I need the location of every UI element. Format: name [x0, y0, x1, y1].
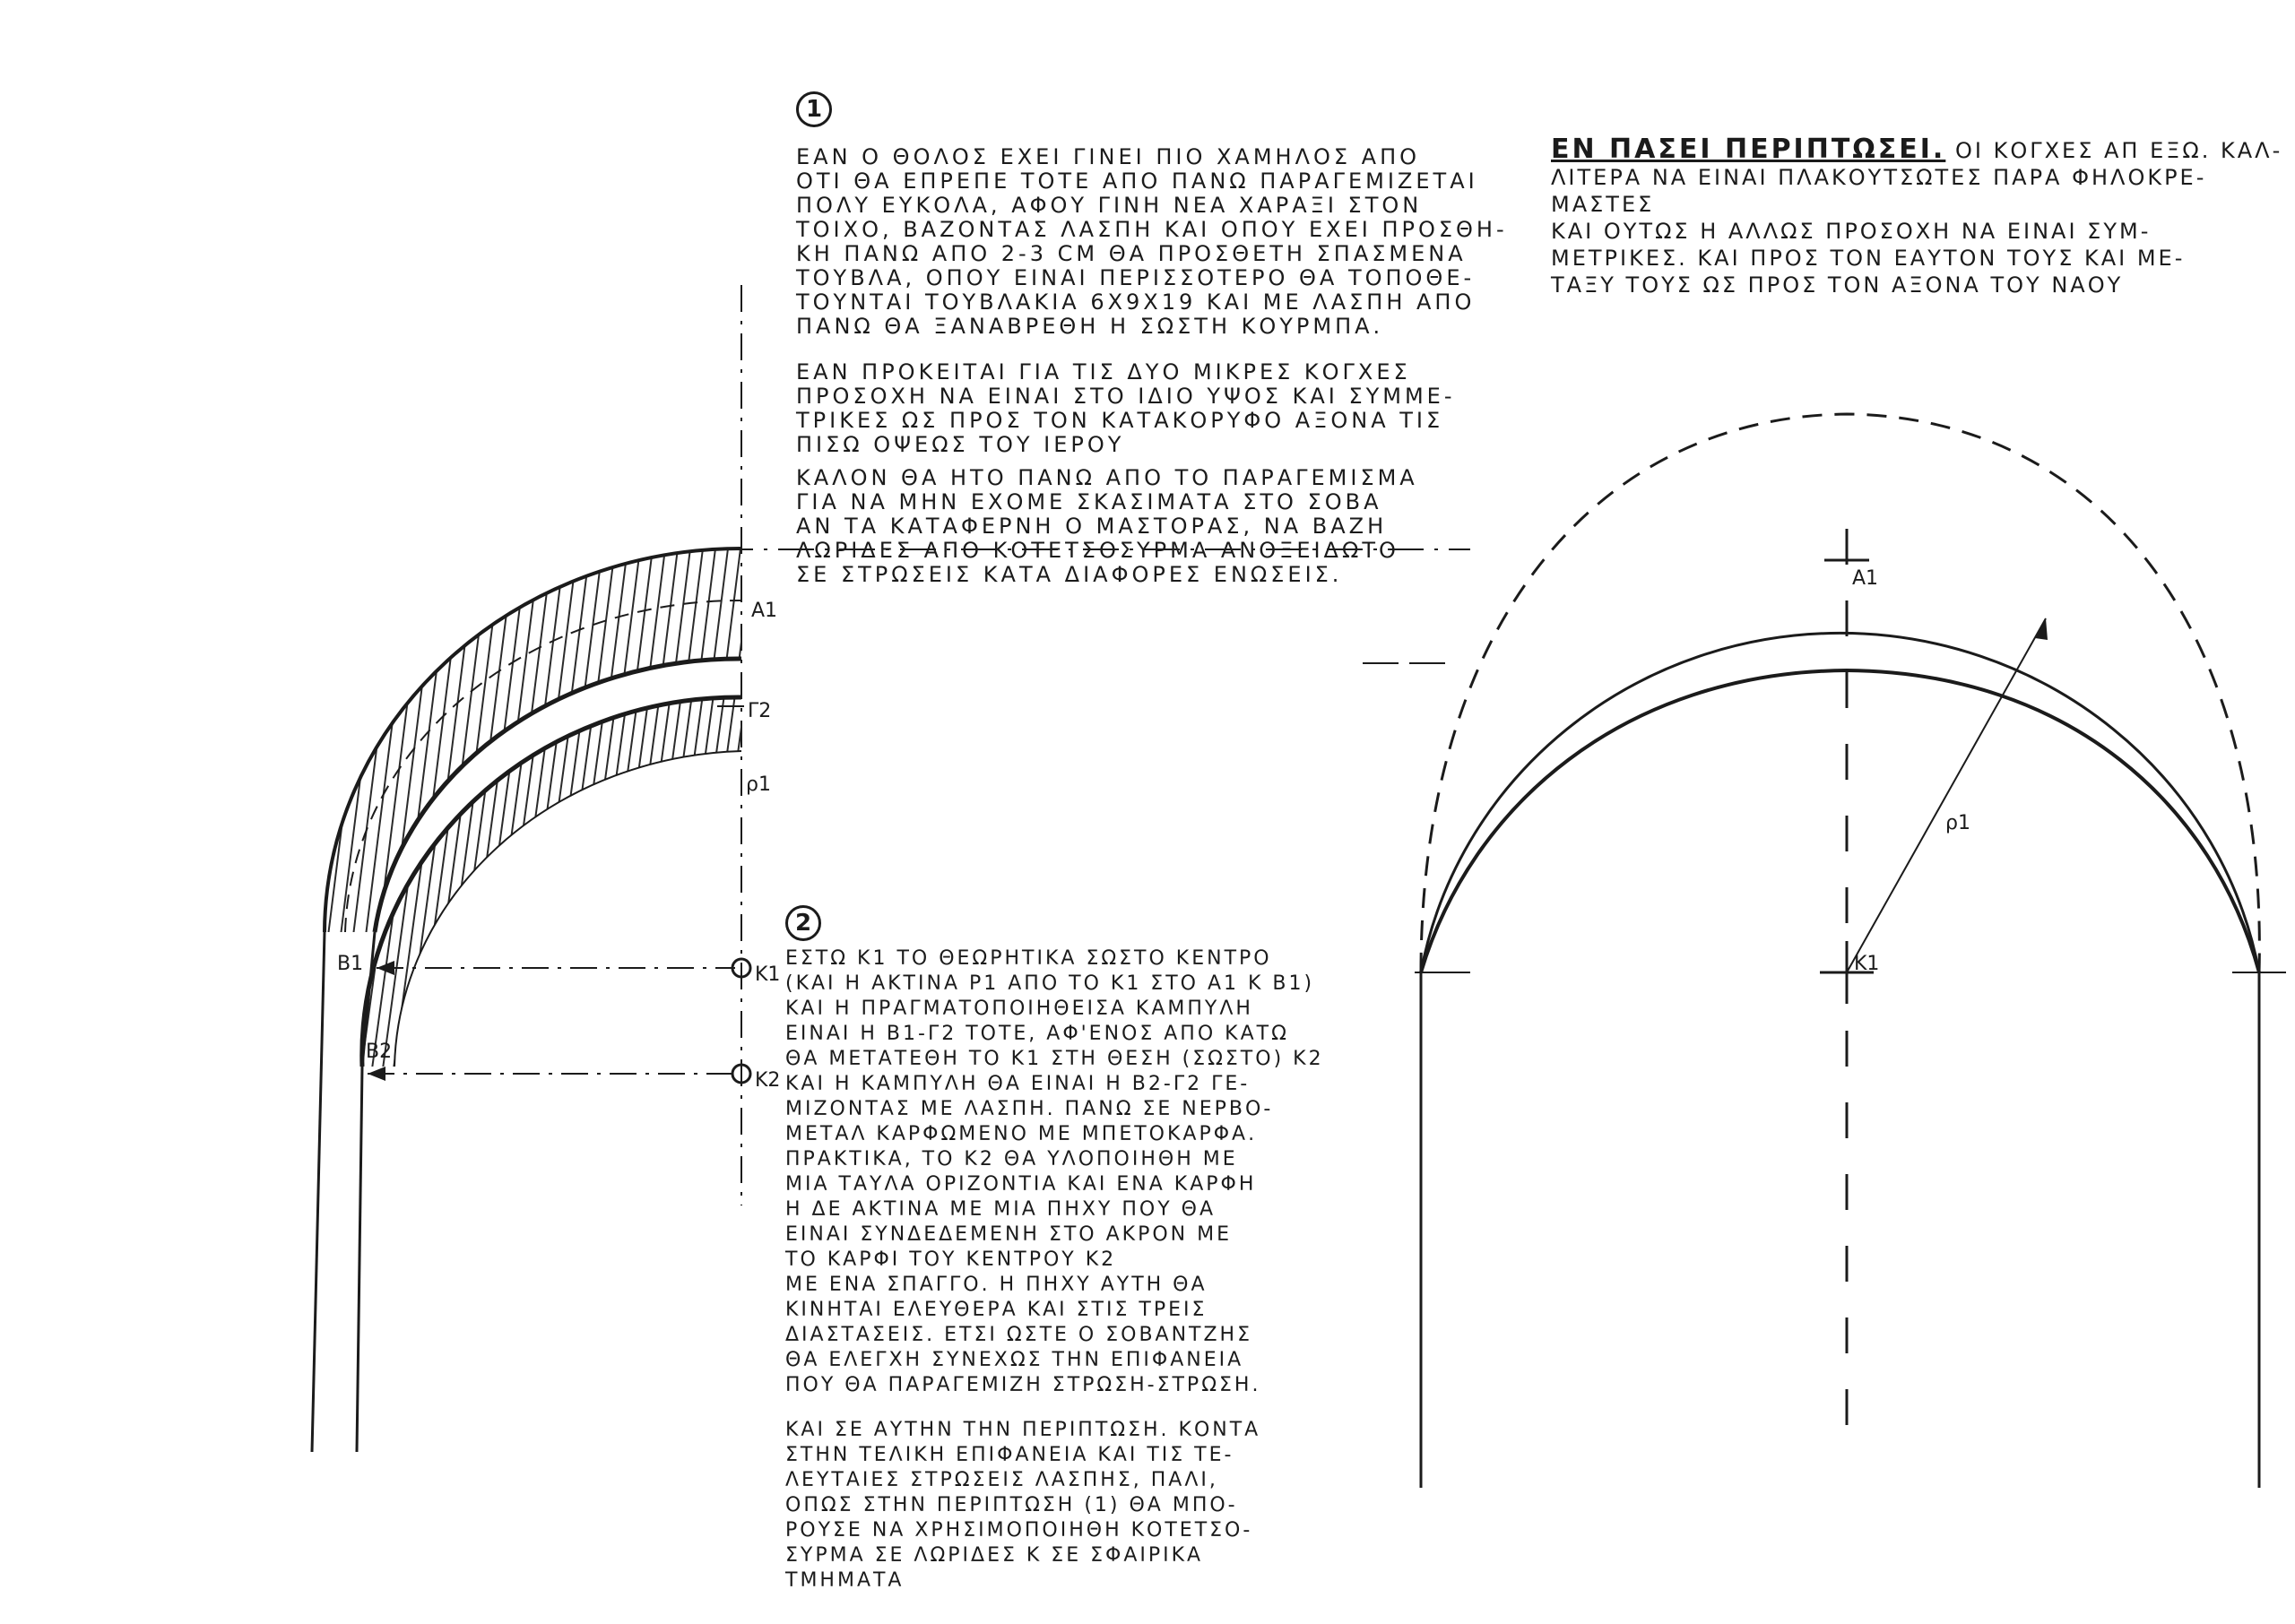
label-rho1-right: ρ1	[1945, 812, 1970, 834]
note-2a-line-6: ΚΑΙ Η ΚΑΜΠΥΛΗ ΘΑ ΕΙΝΑΙ Η Β2-Γ2 ΓΕ-	[785, 1073, 1251, 1095]
note-2-number: 2	[785, 905, 821, 941]
hatch-stroke	[351, 520, 405, 950]
hatch-stroke	[522, 681, 576, 1075]
note-2b-line-4: ΟΠΩΣ ΣΤΗΝ ΠΕΡΙΠΤΩΣΗ (1) ΘΑ ΜΠΟ-	[785, 1494, 1238, 1516]
hatch-stroke	[479, 681, 533, 1075]
hatch-stroke	[389, 520, 443, 950]
note-1b-line-2: ΠΡΟΣΟΧΗ ΝΑ ΕΙΝΑΙ ΣΤΟ ΙΔΙΟ ΥΨΟΣ ΚΑΙ ΣΥΜΜΕ-	[796, 384, 1456, 409]
hatch-stroke	[425, 681, 479, 1075]
hatch-stroke	[427, 520, 481, 950]
hatch-stroke	[619, 681, 672, 1075]
note-3-line-4: ΜΕΤΡΙΚΕΣ. ΚΑΙ ΠΡΟΣ ΤΟΝ ΕΑΥΤΟΝ ΤΟΥΣ ΚΑΙ ΜΕ-	[1551, 246, 2186, 271]
label-k2: K2	[755, 1069, 781, 1092]
note-1a-line-7: ΤΟΥΝΤΑΙ ΤΟΥΒΛΑΚΙΑ 6X9X19 ΚΑΙ ΜΕ ΛΑΣΠΗ ΑΠΟ	[796, 289, 1476, 315]
note-3-line-2: ΜΑΣΤΕΣ	[1551, 192, 1655, 217]
hatch-stroke	[640, 681, 694, 1075]
note-2a-line-10: ΜΙΑ ΤΑΥΛΑ ΟΡΙΖΟΝΤΙΑ ΚΑΙ ΕΝΑ ΚΑΡΦΗ	[785, 1173, 1257, 1196]
hatch-stroke	[515, 520, 568, 950]
hatch-stroke	[662, 681, 715, 1075]
label-a1-left: A1	[751, 600, 778, 622]
outer-wall-line	[312, 932, 325, 1452]
hatch-stroke	[464, 520, 518, 950]
note-2a-line-7: ΜΙΖΟΝΤΑΣ ΜΕ ΛΑΣΠΗ. ΠΑΝΩ ΣΕ ΝΕΡΒΟ-	[785, 1098, 1274, 1120]
hatch-stroke	[608, 681, 662, 1075]
note-1a-line-6: ΤΟΥΒΛΑ, ΟΠΟΥ ΕΙΝΑΙ ΠΕΡΙΣΣΟΤΕΡΟ ΘΑ ΤΟΠΟΘΕ-	[796, 265, 1476, 290]
hatch-stroke	[586, 681, 640, 1075]
hatch-stroke	[737, 681, 791, 1075]
hatch-stroke	[705, 681, 758, 1075]
note-3-line-3: ΚΑΙ ΟΥΤΩΣ Η ΑΛΛΩΣ ΠΡΟΣΟΧΗ ΝΑ ΕΙΝΑΙ ΣΥΜ-	[1551, 219, 2152, 244]
hatch-stroke	[477, 520, 531, 950]
hatch-stroke	[500, 681, 554, 1075]
hatch-stroke	[414, 520, 468, 950]
inner-arc-b1	[394, 751, 741, 1067]
note-1c-line-1: ΚΑΛΟΝ ΘΑ ΗΤΟ ΠΑΝΩ ΑΠΟ ΤΟ ΠΑΡΑΓΕΜΙΣΜΑ	[796, 465, 1418, 490]
note-1a-line-4: ΤΟΙΧΟ, ΒΑΖΟΝΤΑΣ ΛΑΣΠΗ ΚΑΙ ΟΠΟΥ ΕΧΕΙ ΠΡΟΣΘΗ-	[796, 217, 1508, 242]
label-b2: B2	[366, 1041, 393, 1063]
note-1c-line-5: ΣΕ ΣΤΡΩΣΕΙΣ ΚΑΤΑ ΔΙΑΦΟΡΕΣ ΕΝΩΣΕΙΣ.	[796, 562, 1343, 587]
note-1c-line-4: ΛΩΡΙΔΕΣ ΑΠΟ ΚΟΤΕΤΣΟΣΥΡΜΑ ΑΝΟΞΕΙΔΩΤΟ	[796, 538, 1399, 563]
label-a1-right: A1	[1852, 567, 1879, 590]
arrow-b2	[368, 1067, 385, 1081]
note-1a-line-2: ΟΤΙ ΘΑ ΕΠΡΕΠΕ ΤΟΤΕ ΑΠΟ ΠΑΝΩ ΠΑΡΑΓΕΜΙΖΕΤΑΙ	[796, 168, 1478, 194]
note-2b-line-5: ΡΟΥΣΕ ΝΑ ΧΡΗΣΙΜΟΠΟΙΗΘΗ ΚΟΤΕΤΣΟ-	[785, 1519, 1253, 1542]
arrow-rho1	[2035, 618, 2048, 640]
hatch-stroke	[576, 681, 629, 1075]
tall-arch-dashed	[1421, 414, 2259, 972]
note-2a-line-9: ΠΡΑΚΤΙΚΑ, ΤΟ Κ2 ΘΑ ΥΛΟΠΟΙΗΘΗ ΜΕ	[785, 1148, 1238, 1170]
label-b1: B1	[337, 953, 364, 975]
note-3-first-line: ΟΙ ΚΟΓΧΕΣ ΑΠ ΕΞΩ. ΚΑΛ-	[1954, 138, 2283, 163]
inner-wall-line	[357, 1067, 362, 1452]
note-2a-line-12: ΕΙΝΑΙ ΣΥΝΔΕΔΕΜΕΝΗ ΣΤΟ ΑΚΡΟΝ ΜΕ	[785, 1223, 1232, 1246]
hatch-stroke	[502, 520, 556, 950]
label-k1-right: K1	[1854, 953, 1880, 975]
hatch-stroke	[748, 681, 801, 1075]
note-2a-line-5: ΘΑ ΜΕΤΑΤΕΘΗ ΤΟ Κ1 ΣΤΗ ΘΕΣΗ (ΣΩΣΤΟ) Κ2	[785, 1048, 1324, 1070]
hatch-stroke	[683, 681, 737, 1075]
semicircle-arch	[1421, 633, 2259, 972]
hatch-stroke	[672, 681, 726, 1075]
note-1c-line-2: ΓΙΑ ΝΑ ΜΗΝ ΕΧΟΜΕ ΣΚΑΣΙΜΑΤΑ ΣΤΟ ΣΟΒΑ	[796, 489, 1382, 514]
note-2a-line-16: ΔΙΑΣΤΑΣΕΙΣ. ΕΤΣΙ ΩΣΤΕ Ο ΣΟΒΑΝΤΖΗΣ	[785, 1324, 1252, 1346]
hatch-stroke	[439, 520, 493, 950]
note-1b-line-1: ΕΑΝ ΠΡΟΚΕΙΤΑΙ ΓΙΑ ΤΙΣ ΔΥΟ ΜΙΚΡΕΣ ΚΟΓΧΕΣ	[796, 359, 1411, 384]
hatch-stroke	[694, 681, 748, 1075]
note-2a-line-13: ΤΟ ΚΑΡΦΙ ΤΟΥ ΚΕΝΤΡΟΥ Κ2	[785, 1248, 1117, 1271]
note-3-line-5: ΤΑΞΥ ΤΟΥΣ ΩΣ ΠΡΟΣ ΤΟΝ ΑΞΟΝΑ ΤΟΥ ΝΑΟΥ	[1551, 272, 2124, 298]
hatch-stroke	[489, 681, 543, 1075]
note-2a-line-8: ΜΕΤΑΛ ΚΑΡΦΩΜΕΝΟ ΜΕ ΜΠΕΤΟΚΑΡΦΑ.	[785, 1123, 1258, 1145]
hatch-stroke	[565, 681, 619, 1075]
label-g2: Γ2	[748, 700, 772, 722]
note-2b-line-1: ΚΑΙ ΣΕ ΑΥΤΗΝ ΤΗΝ ΠΕΡΙΠΤΩΣΗ. ΚΟΝΤΑ	[785, 1419, 1261, 1441]
note-2b-line-7: ΤΜΗΜΑΤΑ	[785, 1569, 905, 1592]
inner-hatch	[296, 681, 801, 1075]
hatch-stroke	[264, 520, 317, 950]
outer-hatch	[251, 520, 794, 950]
label-k1-left: K1	[755, 963, 781, 986]
note-2a-line-15: ΚΙΝΗΤΑΙ ΕΛΕΥΘΕΡΑ ΚΑΙ ΣΤΙΣ ΤΡΕΙΣ	[785, 1299, 1208, 1321]
hatch-stroke	[740, 520, 794, 950]
note-1a-line-1: ΕΑΝ Ο ΘΟΛΟΣ ΕΧΕΙ ΓΙΝΕΙ ΠΙΟ ΧΑΜΗΛΟΣ ΑΠΟ	[796, 144, 1421, 169]
note-2b-line-3: ΛΕΥΤΑΙΕΣ ΣΤΡΩΣΕΙΣ ΛΑΣΠΗΣ, ΠΑΛΙ,	[785, 1469, 1218, 1491]
note-1a-line-5: ΚΗ ΠΑΝΩ ΑΠΟ 2-3 CM ΘΑ ΠΡΟΣΘΕΤΗ ΣΠΑΣΜΕΝΑ	[796, 241, 1467, 266]
note-2a-line-3: ΚΑΙ Η ΠΡΑΓΜΑΤΟΠΟΙΗΘΕΙΣΑ ΚΑΜΠΥΛΗ	[785, 998, 1253, 1020]
note-3-title: ΕΝ ΠΑΣΕΙ ΠΕΡΙΠΤΩΣΕΙ.	[1551, 134, 1946, 165]
hatch-stroke	[543, 681, 597, 1075]
note-3-line-1: ΛΙΤΕΡΑ ΝΑ ΕΙΝΑΙ ΠΛΑΚΟΥΤΣΩΤΕΣ ΠΑΡΑ ΦΗΛΟΚΡΕ-	[1551, 165, 2207, 190]
right-arch-drawing	[1415, 414, 2286, 1488]
note-1a-line-8: ΠΑΝΩ ΘΑ ΞΑΝΑΒΡΕΘΗ Η ΣΩΣΤΗ ΚΟΥΡΜΠΑ.	[796, 314, 1384, 339]
flat-arch	[1421, 670, 2259, 972]
hatch-stroke	[436, 681, 489, 1075]
note-2a-line-14: ΜΕ ΕΝΑ ΣΠΑΓΓΟ. Η ΠΗΧΥ ΑΥΤΗ ΘΑ	[785, 1274, 1208, 1296]
note-1b-line-4: ΠΙΣΩ ΟΨΕΩΣ ΤΟΥ ΙΕΡΟΥ	[796, 432, 1125, 457]
hatch-stroke	[350, 681, 403, 1075]
note-2b-line-6: ΣΥΡΜΑ ΣΕ ΛΩΡΙΔΕΣ Κ ΣΕ ΣΦΑΙΡΙΚΑ	[785, 1544, 1204, 1567]
hatch-stroke	[251, 520, 305, 950]
note-1b-line-3: ΤΡΙΚΕΣ ΩΣ ΠΡΟΣ ΤΟΝ ΚΑΤΑΚΟΡΥΦΟ ΑΞΟΝΑ ΤΙΣ	[796, 408, 1444, 433]
hatch-stroke	[364, 520, 418, 950]
hatch-stroke	[651, 681, 705, 1075]
note-2a-line-2: (ΚΑΙ Η ΑΚΤΙΝΑ Ρ1 ΑΠΟ ΤΟ Κ1 ΣΤΟ Α1 Κ Β1)	[785, 972, 1315, 995]
hatch-stroke	[597, 681, 651, 1075]
left-section-drawing	[251, 285, 1470, 1452]
note-2a-line-18: ΠΟΥ ΘΑ ΠΑΡΑΓΕΜΙΖΗ ΣΤΡΩΣΗ-ΣΤΡΩΣΗ.	[785, 1374, 1261, 1396]
hatch-stroke	[276, 520, 330, 950]
note-2a-line-11: Η ΔΕ ΑΚΤΙΝΑ ΜΕ ΜΙΑ ΠΗΧΥ ΠΟΥ ΘΑ	[785, 1198, 1217, 1221]
note-2a-line-1: ΕΣΤΩ Κ1 ΤΟ ΘΕΩΡΗΤΙΚΑ ΣΩΣΤΟ ΚΕΝΤΡΟ	[785, 947, 1272, 970]
note-1a-line-3: ΠΟΛΥ ΕΥΚΟΛΑ, ΑΦΟΥ ΓΙΝΗ ΝΕΑ ΧΑΡΑΞΙ ΣΤΟΝ	[796, 193, 1423, 218]
label-rho1-left: ρ1	[746, 773, 771, 796]
note-2b-line-2: ΣΤΗΝ ΤΕΛΙΚΗ ΕΠΙΦΑΝΕΙΑ ΚΑΙ ΤΙΣ ΤΕ-	[785, 1444, 1234, 1466]
note-2a-line-17: ΘΑ ΕΛΕΓΧΗ ΣΥΝΕΧΩΣ ΤΗΝ ΕΠΙΦΑΝΕΙΑ	[785, 1349, 1244, 1371]
note-2a-line-4: ΕΙΝΑΙ Η Β1-Γ2 ΤΟΤΕ, ΑΦ'ΕΝΟΣ ΑΠΟ ΚΑΤΩ	[785, 1023, 1289, 1045]
hatch-stroke	[726, 681, 780, 1075]
note-1c-line-3: ΑΝ ΤΑ ΚΑΤΑΦΕΡΝΗ Ο ΜΑΣΤΟΡΑΣ, ΝΑ ΒΑΖΗ	[796, 514, 1388, 539]
note-1-number: 1	[796, 91, 832, 127]
hatch-stroke	[629, 681, 683, 1075]
